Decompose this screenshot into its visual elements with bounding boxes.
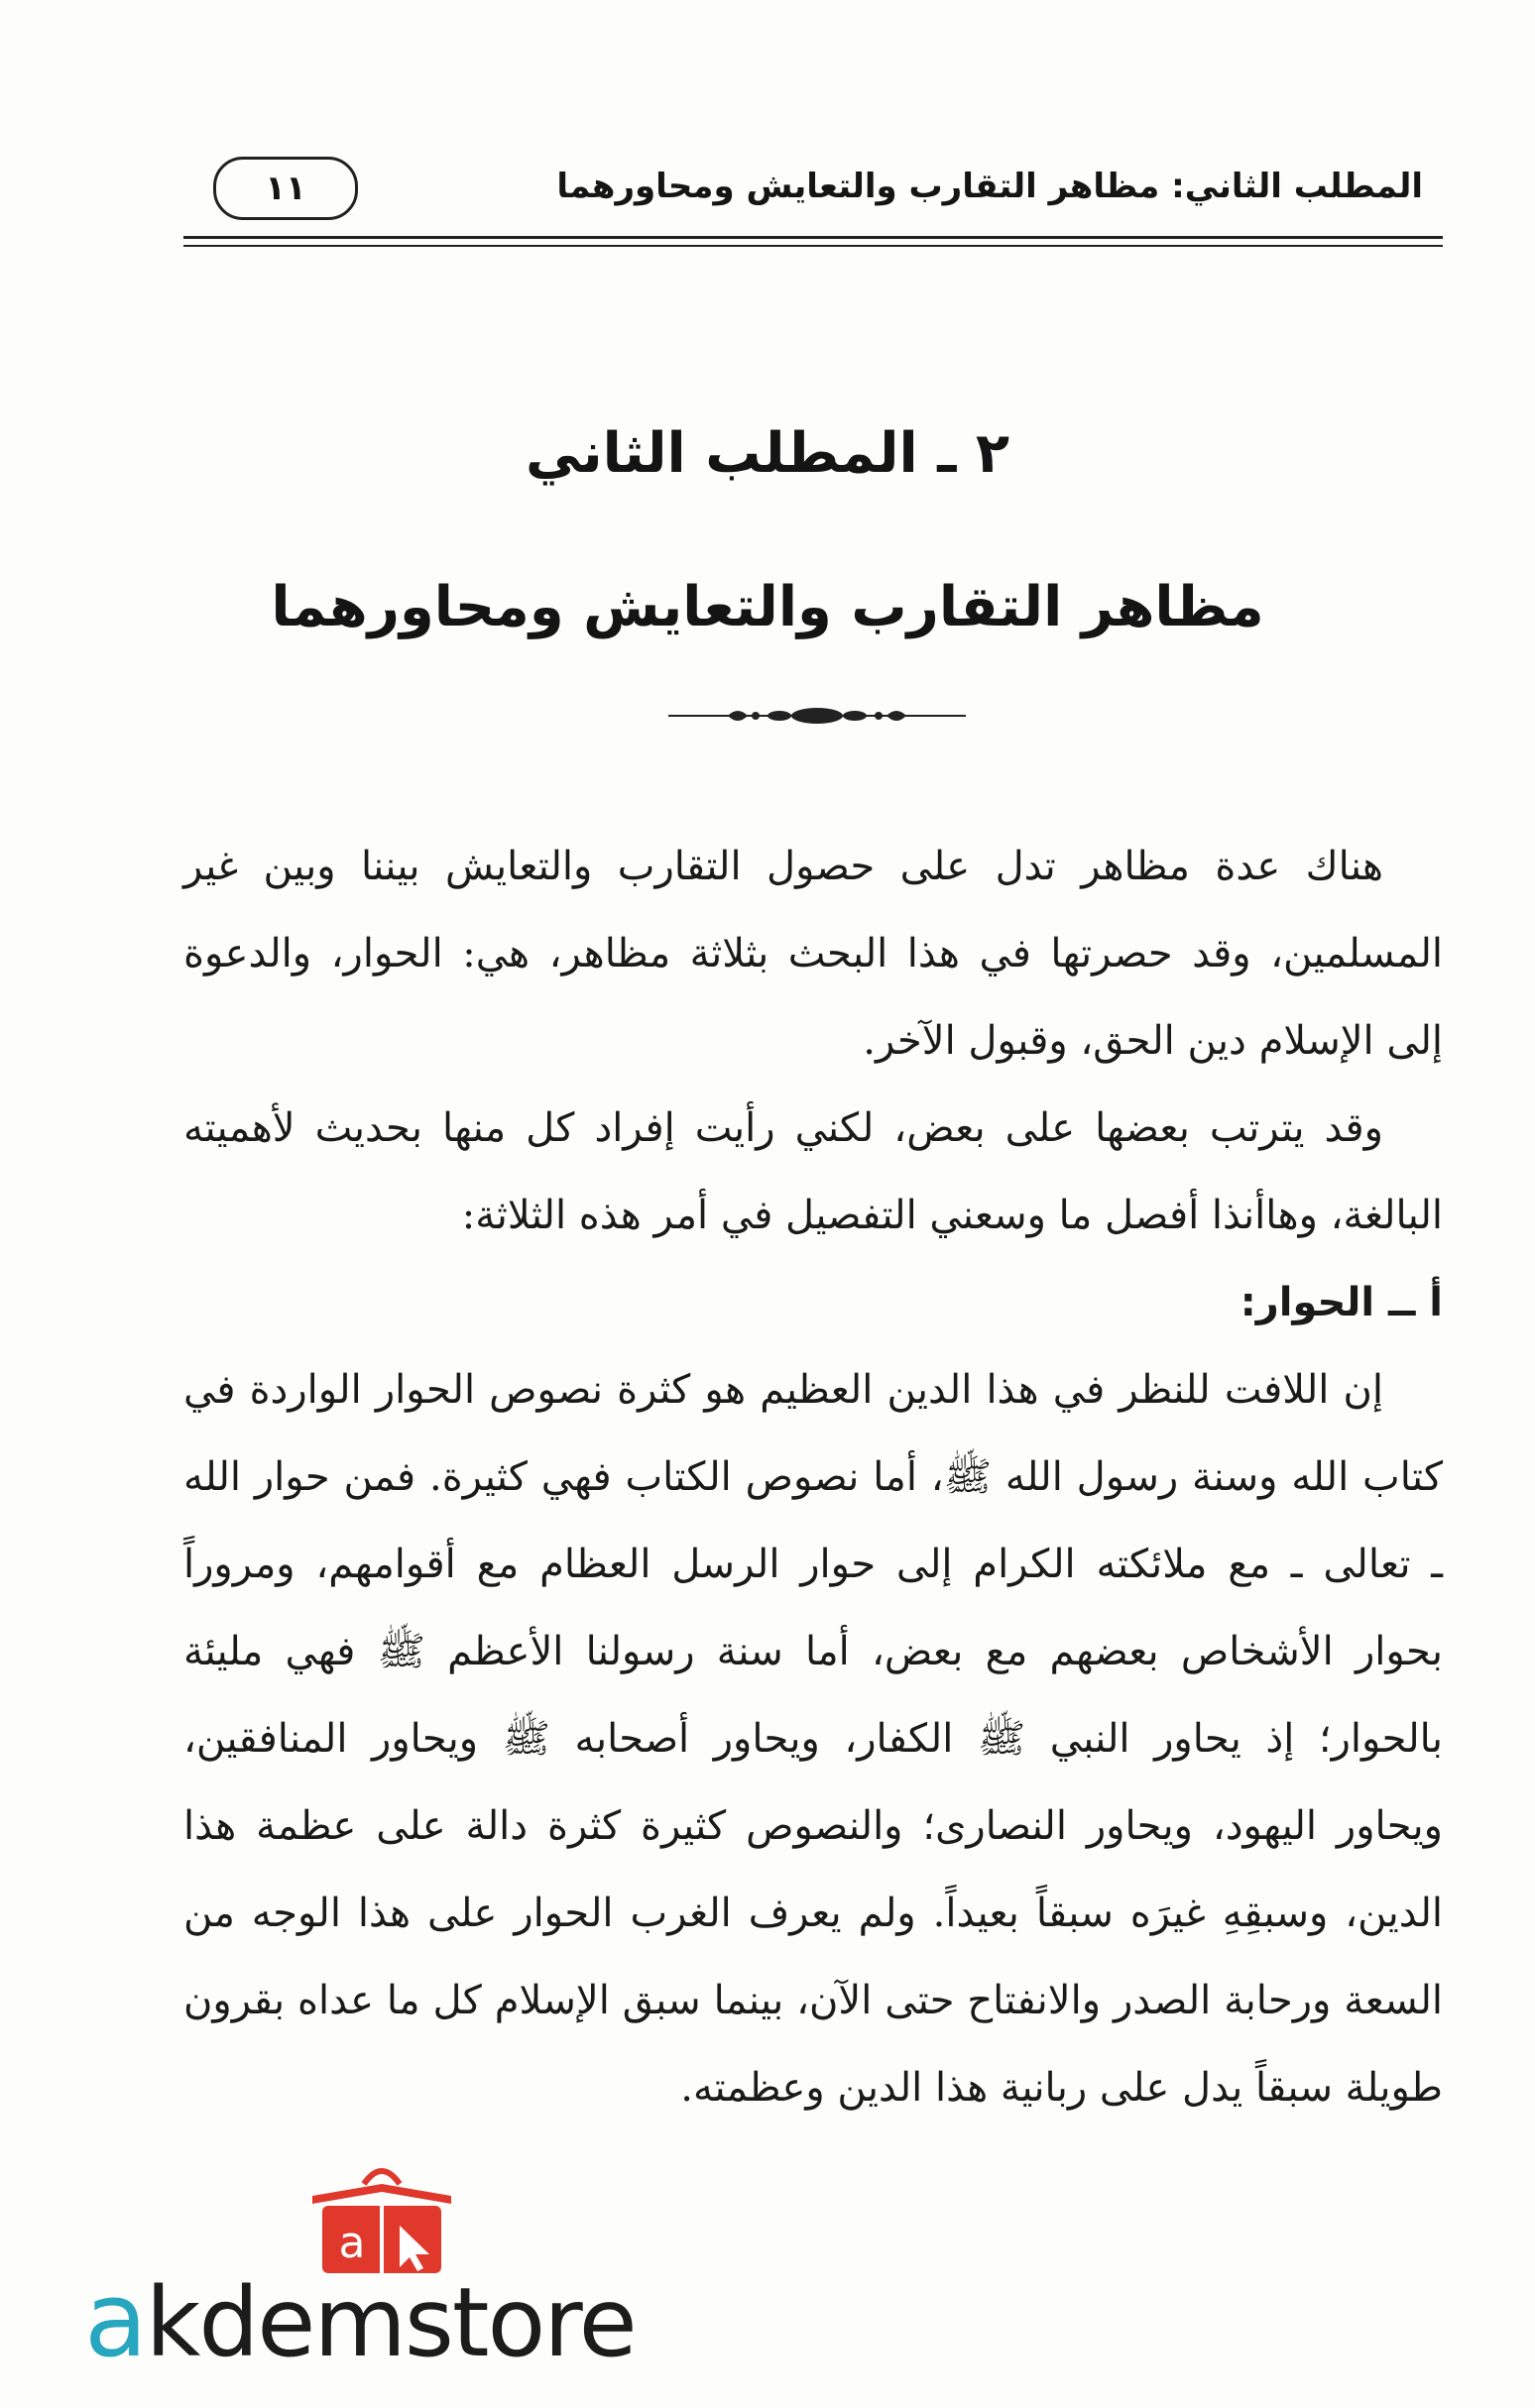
body-text: [183, 823, 1443, 2131]
logo-wordmark: [84, 2259, 636, 2380]
header-rule: [183, 236, 1443, 239]
subheading-dialogue: أ ــ الحوار:: [1240, 1280, 1443, 1325]
running-header-title: المطلب الثاني: مظاهر التقارب والتعايش ومحاورهما: [556, 167, 1423, 206]
book-cart-icon: [283, 2156, 481, 2275]
section-subtitle: مظاهر التقارب والتعايش ومحاورهما: [271, 575, 1264, 639]
page-number: ١١: [213, 157, 358, 220]
logo-wordmark-accent: a: [84, 2259, 146, 2380]
running-header: [183, 149, 1443, 238]
ornament-divider: [668, 698, 966, 734]
header-rule-double: [183, 245, 1443, 247]
paragraph-intro: هناك عدة مظاهر تدل على حصول التقارب والتعايش بيننا وبين غير المسلمين، وقد حصرتها في هذا البحث بثلاثة مظاهر، هي: الحوار، والدعوة إلى الإسلام دين الحق، وقبول الآخر.: [183, 844, 1443, 1064]
paragraph-second: وقد يترتب بعضها على بعض، لكني رأيت إفراد كل منها بحديث لأهميته البالغة، وهاأنذا أفصل ما وسعني التفصيل في أمر هذه الثلاثة:: [183, 1105, 1443, 1238]
paragraph-dialogue: إن اللافت للنظر في هذا الدين العظيم هو كثرة نصوص الحوار الواردة في كتاب الله وسنة رسول الله ﷺ، أما نصوص الكتاب فهي كثيرة. فمن حوار الله ـ تعالى ـ مع ملائكته الكرام إلى حوار الرسل العظام مع أقوامهم، ومروراً بحوار الأشخاص بعضهم مع بعض، أما سنة رسولنا الأعظم ﷺ فهي مليئة بالحوار؛ إذ يحاور النبي ﷺ الكفار، ويحاور أصحابه ﷺ ويحاور المنافقين، ويحاور اليهود، ويحاور النصارى؛ والنصوص كثيرة كثرة دالة على عظمة هذا الدين، وسبقِهِ غيرَه سبقاً بعيداً. ولم يعرف الغرب الحوار على هذا الوجه من السعة ورحابة الصدر والانفتاح حتى الآن، بينما سبق الإسلام كل ما عداه بقرون طويلة سبقاً يدل على ربانية هذا الدين وعظمته.: [183, 1367, 1443, 2111]
section-title: ٢ ـ المطلب الثاني: [525, 421, 1010, 486]
logo-wordmark-rest: kdemstore: [145, 2267, 636, 2378]
svg-text:a: a: [338, 2218, 366, 2268]
akdemstore-logo: [84, 2156, 636, 2384]
